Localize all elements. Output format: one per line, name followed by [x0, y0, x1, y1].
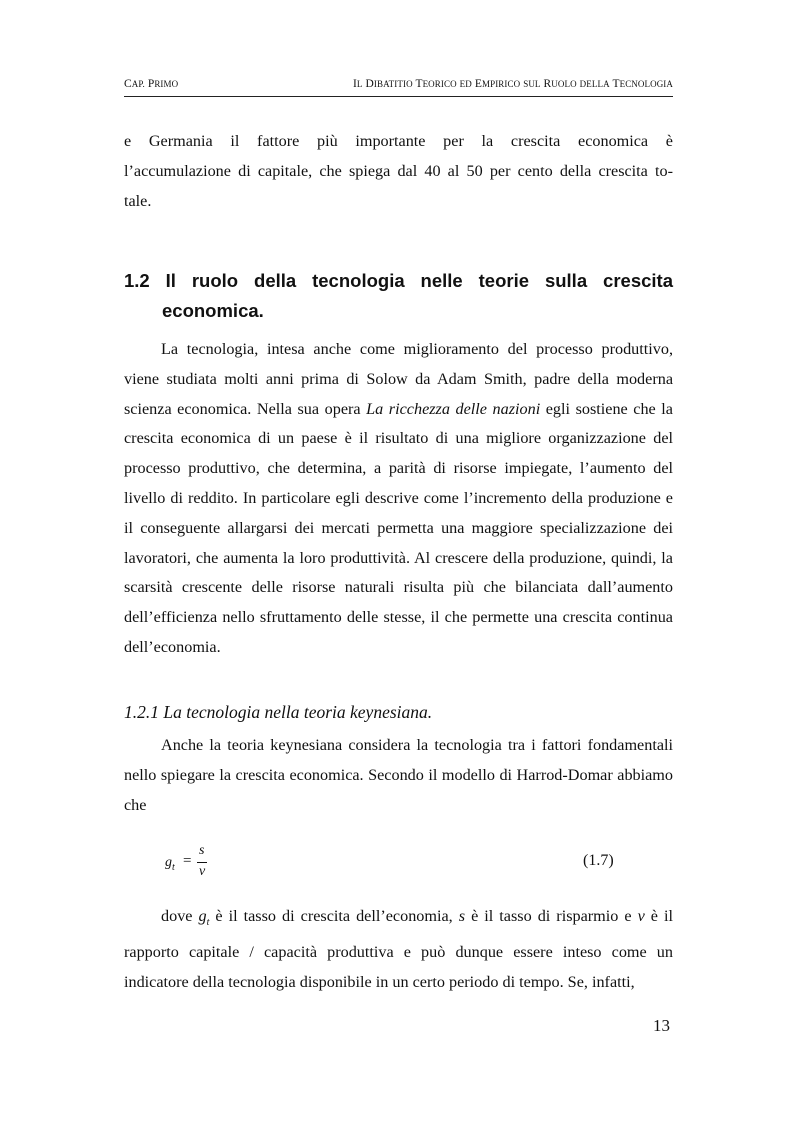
heading-word: teorie	[478, 270, 530, 291]
equation-lhs	[165, 855, 175, 873]
text-segment: dove	[161, 907, 199, 925]
fraction-bar	[197, 862, 207, 863]
heading-word: della	[254, 270, 297, 291]
paragraph-keynesian-text: Anche la teoria keynesiana considera la tecnologia tra i fattori fondamentali nello spiegare la crescita economica. Secondo il modello di Harrod-Domar abbiamo che	[124, 736, 673, 814]
paragraph-definitions	[124, 902, 673, 998]
equation-equals: =	[183, 853, 192, 869]
paragraph-adam-smith-text	[124, 335, 673, 663]
section-number: 1.2	[124, 270, 150, 291]
subsection-heading: 1.2.1 La tecnologia nella teoria keynesiana.	[124, 702, 433, 722]
paragraph-continuation-text	[124, 127, 673, 216]
equation-number: (1.7)	[583, 852, 614, 869]
equation-denominator: v	[199, 864, 206, 879]
line-2: l’accumulazione di capitale, che spiega dal 40 al 50 per cento della crescita to-	[124, 161, 673, 180]
variable-g-text: g	[198, 907, 207, 925]
section-heading	[124, 266, 673, 326]
heading-word: sulla	[544, 270, 588, 291]
paragraph-continuation	[124, 127, 673, 216]
line-1: e Germania il fattore più importante per la crescita economica è	[124, 132, 673, 150]
section-heading-line-2: economica.	[162, 300, 264, 321]
line-3: tale.	[124, 191, 152, 210]
page-number: 13	[653, 1016, 670, 1035]
section-heading-line-1	[124, 266, 673, 296]
variable-s: s	[458, 907, 466, 925]
running-header	[124, 76, 673, 97]
heading-word: Il	[165, 270, 176, 291]
equation-lhs-var: g	[165, 855, 172, 870]
header-title	[353, 78, 673, 90]
paragraph-part-1: La tecnologia, intesa anche come miglioramento del processo produttivo, viene studiata molti anni prima di Solow da Adam Smith, padre della moderna scienza economica. Nella sua opera	[124, 340, 673, 418]
paragraph-adam-smith	[124, 335, 673, 663]
book-title: La ricchezza delle nazioni	[366, 399, 541, 418]
header-chapter	[124, 78, 178, 90]
text-segment: è il rapporto capitale / capacità produttiva e può dunque essere inteso come un indicatore della tecnologia disponibile in un certo periodo di tempo. Se, infatti,	[124, 907, 673, 991]
paragraph-definitions-text	[124, 902, 673, 998]
heading-word: ruolo	[191, 270, 239, 291]
paragraph-part-2: egli sostiene che la crescita economica di un paese è il risultato di una migliore organizzazione del processo produttivo, che determina, a parità di risorse impiegate, l’aumento del livello di reddito. In particolare egli descrive come l’incremento della produzione e il conseguente allargarsi dei mercati permetta una maggiore specializzazione dei lavoratori, che aumenta la loro produttività. Al crescere della produzione, quindi, la scarsità crescente delle risorse naturali risulta più che bilanciata dall’aumento dell’efficienza nello sfruttamento delle stesse, il che permette una crescita continua dell’economia.	[124, 399, 673, 656]
header-title-text: IL DIBATITIO TEORICO ED EMPIRICO SUL RUOLO DELLA TECNOLOGIA	[352, 78, 673, 90]
variable-g-subscript: t	[206, 917, 210, 929]
header-chapter-text: CAP. PRIMO	[124, 78, 179, 90]
equation-lhs-subscript: t	[172, 861, 175, 873]
variable-g	[198, 907, 210, 929]
variable-v: v	[637, 907, 645, 925]
heading-word: nelle	[420, 270, 463, 291]
equation-numerator: s	[199, 843, 205, 858]
heading-word: crescita	[603, 270, 673, 291]
text-segment: è il tasso di crescita dell’economia,	[209, 907, 459, 925]
paragraph-keynesian	[124, 731, 673, 820]
text-segment: è il tasso di risparmio e	[465, 907, 638, 925]
heading-word: tecnologia	[312, 270, 405, 291]
